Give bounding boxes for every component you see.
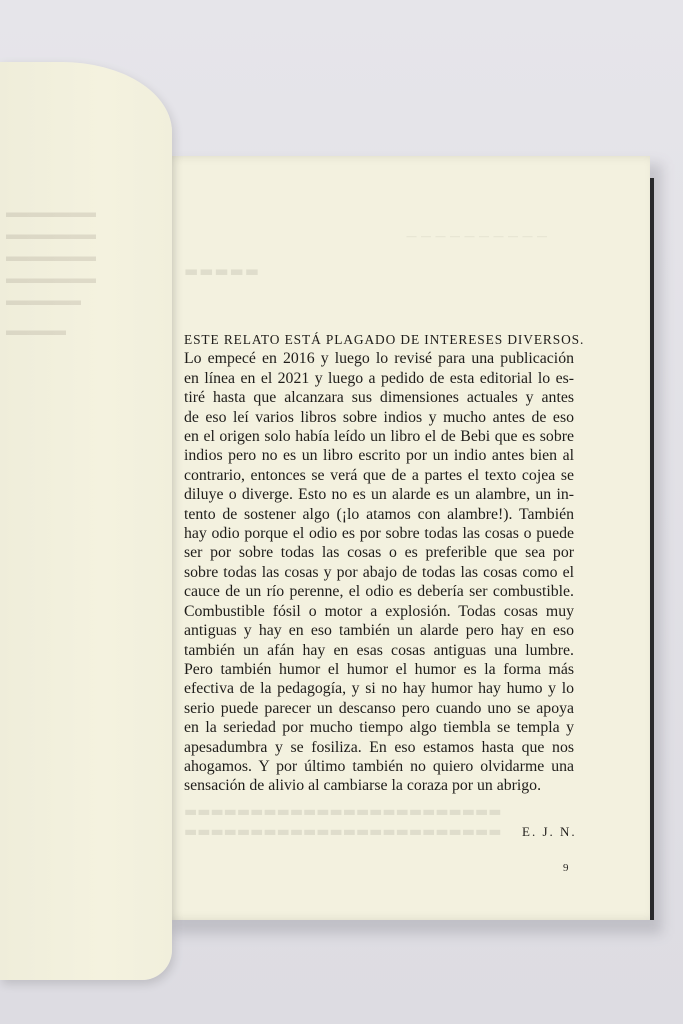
bleed-through-line: ▬▬▬▬▬ xyxy=(6,293,81,309)
paragraph-line: serio puede parecer un descanso pero cuando uno se apoya xyxy=(184,699,574,717)
bleed-through-line: ▬▬▬▬ xyxy=(6,323,66,339)
bleed-through-line: ▬▬▬▬▬▬ xyxy=(6,205,96,221)
bleed-through-line: ▬▬▬▬▬▬ xyxy=(6,271,96,287)
paragraph-line: en el origen solo había leído un libro el de Bebi que es sobre xyxy=(184,428,574,446)
paragraph-line: tiré hasta que alcanzara sus dimensiones actuales y antes xyxy=(184,389,574,407)
prologue-paragraph xyxy=(184,330,585,796)
paragraph-line: en la seriedad por mucho tiempo algo tiembla se templa y xyxy=(184,719,574,737)
paragraph-line: ESTE RELATO ESTÁ PLAGADO DE INTERESES DIVERSOS. xyxy=(184,332,585,347)
bleed-through-header: — — — — — — — — — — xyxy=(406,230,548,243)
paragraph-line: ahogamos. Y por último también no quiero olvidarme una xyxy=(184,757,574,775)
paragraph-line: apesadumbra y se fosiliza. En eso estamos hasta que nos xyxy=(184,738,574,756)
paragraph-line: sobre todas las cosas y por abajo de todas las cosas como el xyxy=(184,563,574,581)
paragraph-line: también un afán hay en esas cosas antiguas una lumbre. xyxy=(184,641,574,659)
paragraph-line: en línea en el 2021 y luego a pedido de esta editorial lo es- xyxy=(184,369,574,387)
paragraph-line: cauce de un río perenne, el odio es debería ser combustible. xyxy=(184,583,574,601)
paragraph-line: hay odio porque el odio es por sobre todas las cosas o puede xyxy=(184,525,574,543)
paragraph-line: Combustible fósil o motor a explosión. Todas cosas muy xyxy=(184,602,574,620)
paragraph-line: diluye o diverge. Esto no es un alarde es un alambre, un in- xyxy=(184,486,574,504)
left-page xyxy=(0,62,172,980)
paragraph-line: contrario, entonces se verá que de a partes el texto cojea se xyxy=(184,466,574,484)
paragraph-line: ser por sobre todas las cosas o es preferible que sea por xyxy=(184,544,574,562)
bleed-through-heading: ▬▬▬▬▬ xyxy=(184,262,260,280)
paragraph-line: Lo empecé en 2016 y luego lo revisé para una publicación xyxy=(184,350,574,368)
paragraph-line: efectiva de la pedagogía, y si no hay humor hay humo y lo xyxy=(184,680,574,698)
bleed-through-line: ▬▬▬▬▬▬ xyxy=(6,227,96,243)
paragraph-line: de eso leí varios libros sobre indios y mucho antes de eso xyxy=(184,408,574,426)
paragraph-line: sensación de alivio al cambiarse la coraza por un abrigo. xyxy=(184,777,542,795)
bleed-through-line: ▬▬▬▬▬▬▬▬▬▬▬▬▬▬▬▬▬▬▬▬▬▬▬▬ xyxy=(184,824,502,840)
bleed-through-line: ▬▬▬▬▬▬ xyxy=(6,249,96,265)
paragraph-line: Pero también humor el humor el humor es la forma más xyxy=(184,660,574,678)
bleed-through-line: ▬▬▬▬▬▬▬▬▬▬▬▬▬▬▬▬▬▬▬▬▬▬▬▬ xyxy=(184,804,502,820)
paragraph-line: tento de sostener algo (¡lo atamos con alambre!). También xyxy=(184,505,574,523)
paragraph-line: antiguas y hay en eso también un alarde pero hay en eso xyxy=(184,622,574,640)
page-number: 9 xyxy=(563,862,569,874)
paragraph-line: indios pero no es un libro escrito por un indio antes bien al xyxy=(184,447,574,465)
author-signature: E. J. N. xyxy=(522,824,577,839)
